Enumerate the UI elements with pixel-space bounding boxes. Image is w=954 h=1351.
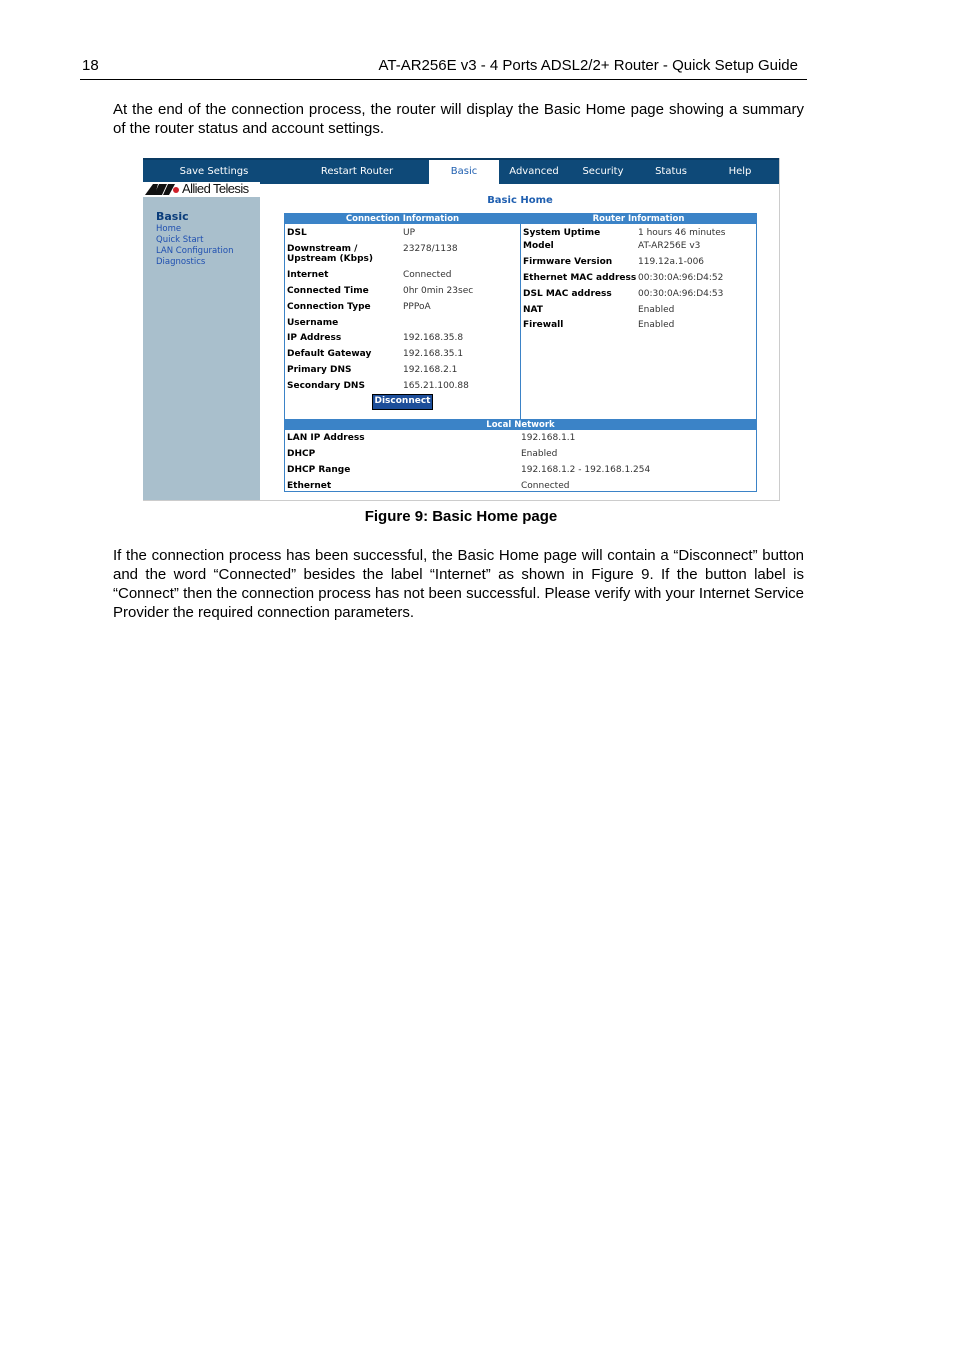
- lan-label: LAN IP Address: [287, 433, 365, 443]
- connection-info-panel: [284, 213, 521, 421]
- router-value: Enabled: [638, 320, 675, 330]
- lan-value: 192.168.1.2 - 192.168.1.254: [521, 465, 651, 475]
- conn-value: 192.168.35.8: [403, 333, 464, 343]
- basic-home-screenshot: [143, 158, 780, 501]
- lan-label: Ethernet: [287, 481, 332, 491]
- local-network-heading: Local Network: [285, 420, 756, 430]
- lan-value: Connected: [521, 481, 570, 491]
- figure-caption: Figure 9: Basic Home page: [364, 508, 558, 525]
- tab-help[interactable]: Help: [728, 166, 752, 177]
- page-header: [80, 55, 807, 80]
- conn-value: 192.168.35.1: [403, 349, 464, 359]
- conn-label: IP Address: [287, 333, 342, 343]
- intro-paragraph: At the end of the connection process, the router will display the Basic Home page showing a summary of the router status and account settings.: [113, 101, 804, 137]
- conn-label: Connected Time: [287, 286, 369, 296]
- tab-security[interactable]: Security: [582, 166, 624, 177]
- body-paragraph: If the connection process has been successful, the Basic Home page will contain a “Disconnect” button and the word “Connected” besides the label “Internet” as shown in Figure 9. If the button label is “Connect” then the connection process has not been successful. Please verify with your Internet Service Provider the required connection parameters.: [113, 547, 804, 621]
- router-value: 00:30:0A:96:D4:52: [638, 273, 724, 283]
- conn-label: Secondary DNS: [287, 381, 365, 391]
- sidebar-item-lan-configuration[interactable]: LAN Configuration: [156, 246, 234, 256]
- conn-label: Internet: [287, 270, 329, 280]
- connection-info-heading: Connection Information: [285, 214, 520, 224]
- sidebar: [143, 197, 260, 500]
- router-value: 00:30:0A:96:D4:53: [638, 289, 724, 299]
- conn-value: 0hr 0min 23sec: [403, 286, 474, 296]
- router-label: Ethernet MAC address: [523, 273, 637, 283]
- sidebar-item-quick-start[interactable]: Quick Start: [156, 235, 204, 245]
- router-label: Firewall: [523, 320, 564, 330]
- lan-label: DHCP: [287, 449, 316, 459]
- conn-label: Username: [287, 318, 339, 328]
- router-info-heading: Router Information: [521, 214, 756, 224]
- router-label: DSL MAC address: [523, 289, 612, 299]
- router-value: Enabled: [638, 305, 675, 315]
- conn-value: PPPoA: [403, 302, 431, 312]
- logo-text: Allied Telesis: [182, 181, 249, 196]
- conn-label: Downstream /: [287, 244, 358, 254]
- document-title: AT-AR256E v3 - 4 Ports ADSL2/2+ Router - Quick Setup Guide: [378, 57, 798, 74]
- page-number: 18: [82, 57, 99, 74]
- router-label: Firmware Version: [523, 257, 613, 267]
- conn-label-line2: Upstream (Kbps): [287, 254, 373, 264]
- router-value: AT-AR256E v3: [638, 241, 701, 251]
- tab-basic[interactable]: Basic: [429, 160, 499, 184]
- sidebar-item-diagnostics[interactable]: Diagnostics: [156, 257, 206, 267]
- conn-value: 165.21.100.88: [403, 381, 469, 391]
- disconnect-button[interactable]: Disconnect: [372, 394, 433, 410]
- conn-label: Default Gateway: [287, 349, 372, 359]
- router-value: 1 hours 46 minutes: [638, 228, 726, 238]
- sidebar-item-home[interactable]: Home: [156, 224, 182, 234]
- tab-restart-router[interactable]: Restart Router: [320, 166, 394, 177]
- conn-value: Connected: [403, 270, 452, 280]
- conn-label: DSL: [287, 228, 307, 238]
- sidebar-title: Basic: [156, 210, 189, 223]
- router-info-panel: [520, 213, 757, 421]
- lan-value: 192.168.1.1: [521, 433, 576, 443]
- tab-advanced[interactable]: Advanced: [509, 166, 559, 177]
- lan-label: DHCP Range: [287, 465, 351, 475]
- lan-value: Enabled: [521, 449, 558, 459]
- tab-status[interactable]: Status: [655, 166, 687, 177]
- router-label: System Uptime: [523, 228, 601, 238]
- logo-bar: [143, 182, 260, 197]
- page-heading: Basic Home: [487, 195, 553, 206]
- router-label: NAT: [523, 305, 543, 315]
- router-label: Model: [523, 241, 554, 251]
- router-value: 119.12a.1-006: [638, 257, 705, 267]
- tab-save-settings[interactable]: Save Settings: [179, 166, 249, 177]
- conn-label: Connection Type: [287, 302, 371, 312]
- conn-value: UP: [403, 228, 416, 238]
- local-network-panel: [284, 419, 757, 492]
- conn-value: 192.168.2.1: [403, 365, 458, 375]
- conn-value: 23278/1138: [403, 244, 458, 254]
- allied-telesis-logo-icon: [145, 184, 179, 195]
- conn-label: Primary DNS: [287, 365, 352, 375]
